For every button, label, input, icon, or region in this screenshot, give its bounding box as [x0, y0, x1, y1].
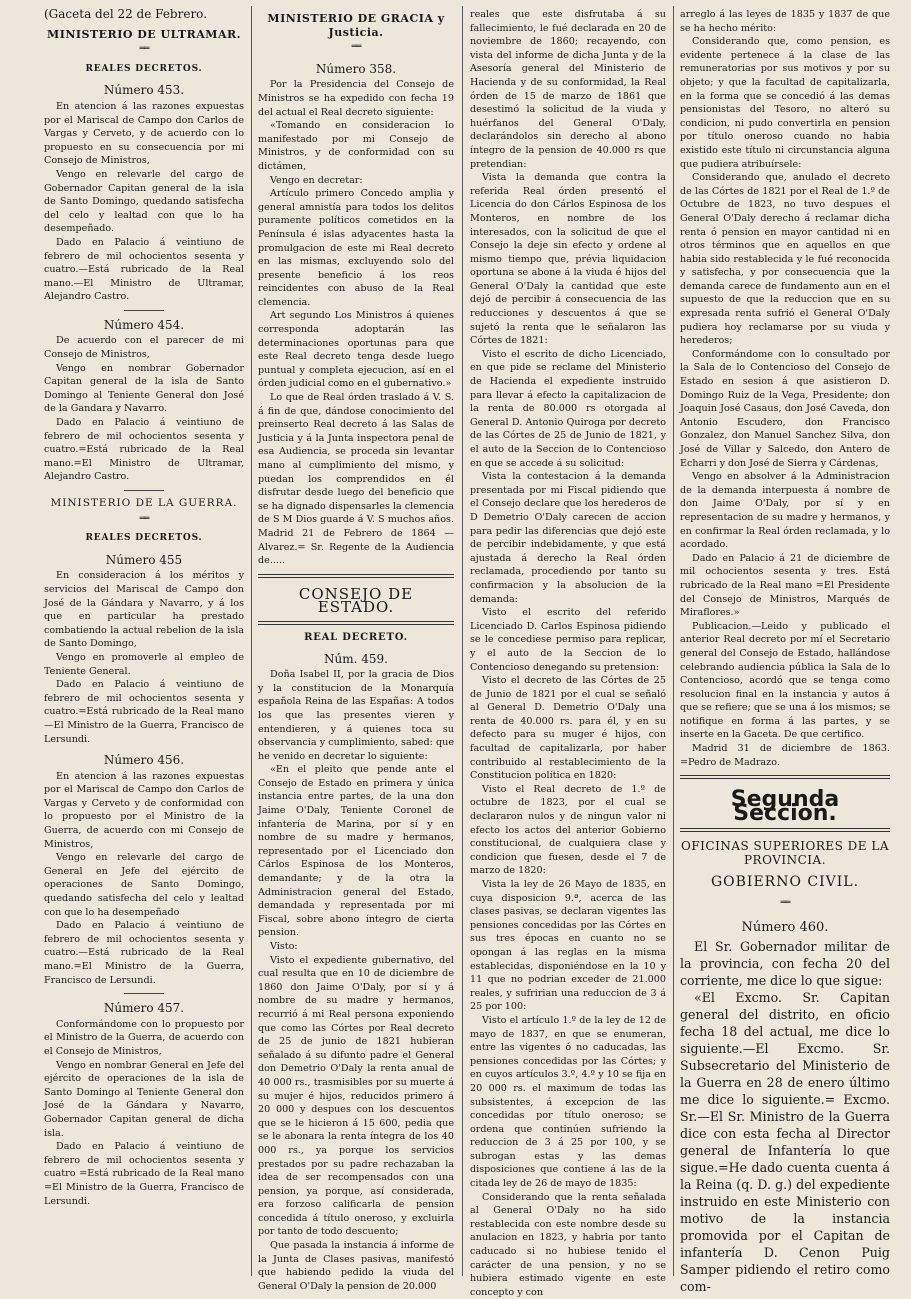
column-2: [258, 8, 454, 1292]
decree-text: «Tomando en consideracion lo manifestado por mi Consejo de Ministros, y de conformidad con su dictámen,: [258, 120, 454, 172]
decree-number: Número 457.: [103, 1001, 185, 1016]
decree-number: Número 456.: [103, 753, 185, 768]
decree-number: Núm. 459.: [324, 651, 388, 666]
decree-text: Visto el Real decreto de 1.º de octubre de 1823, por el cual se declararon nulos y de ningun valor ni efecto los actos del anterior Gobierno constitucional, de cualquiera clase y condicion que fuesen, desde el 7 de marzo de 1820:: [470, 783, 666, 877]
decree-text: Visto el artículo 1.º de la ley de 12 de mayo de 1837, en que se enumeran, entre las vigentes ó no caducadas, las pensiones concedidas por las Córtes; y en cuyos artículos 3.º, 4.º y 10 se fija en 20 000 rs. el maximum de todas las subsistentes, á excepcion de las concedidas por título oneroso; se ordena que continúen sufriendo la reduccion de 3 á 25 por 100, y se subrogan estas y las demas disposiciones que contiene á las de la citada ley de 26 de mayo de 1835:: [470, 1014, 666, 1190]
decree-text: En atencion á las razones expuestas por el Mariscal de Campo don Carlos de Vargas y Cerveto y de conformidad con lo propuesto por el Ministro de la Guerra, de acuerdo con mi Consejo de Ministros,: [44, 770, 244, 850]
decree-text: Art segundo Los Ministros á quienes corresponda adoptarán las determinaciones oportunas para que este Real decreto tenga desde luego puntual y completa ejecucion, así en el órden judicial como en el gubernativo.»: [258, 310, 454, 390]
rule: ══: [139, 513, 149, 524]
decree-text: Considerando que, como pension, es evidente pertenece á la clase de las remuneratorias por sus motivos y por su objeto; y que la facultad de capitalizarla, en la forma que se concedió á las demas pensionistas del Tesoro, no alteró su condicion, ni pudo convertirla en pension por título oneroso cuando no habia existido este título ni circunstancia alguna que pudiera atribuírsele:: [680, 36, 890, 170]
ministry-ultramar-heading: MINISTERIO DE ULTRAMAR.: [47, 27, 241, 41]
decree-text: Vengo en nombrar General en Jefe del ejército de operaciones de la isla de Santo Domingo al Teniente General don José de la Gándara y Navarro, Gobernador Capitan general de dicha isla.: [44, 1059, 244, 1139]
decree-text: Dado en Palacio á veintiuno de febrero de mil ochocientos sesenta y cuatro.—Está rubricado de la Real mano.=El Ministro de la Guerra, Francisco de Lersundi.: [44, 920, 244, 986]
rule: [124, 490, 164, 491]
oficinas-heading: OFICINAS SUPERIORES DE LA PROVINCIA.: [681, 839, 889, 868]
rule: ══: [351, 42, 361, 53]
consejo-heading: CONSEJO DE ESTADO.: [298, 584, 414, 617]
column-3: [470, 8, 666, 1298]
decree-text: Por la Presidencia del Consejo de Ministros se ha expedido con fecha 19 del actual el Real decreto siguiente:: [258, 79, 454, 118]
section-divider: [258, 621, 454, 625]
decree-text: Visto el decreto de las Córtes de 25 de Junio de 1821 por el cual se señaló al General D. Demetrio O'Daly una renta de 40.000 rs. para él, y en su defecto para su muger é hijos, con facultad de capitalizarla, por haber contribuido al restablecimiento de la Constitucion política en 1820:: [470, 675, 666, 782]
column-rule: [462, 6, 463, 1276]
real-decreto-heading: REAL DECRETO.: [304, 631, 408, 643]
column-4: [680, 8, 890, 1294]
decree-text: Artículo primero Concedo amplia y general amnistía para todos los delitos puramente políticos cometidos en la Península é islas adyacentes hasta la promulgacion de este mi Real decreto en las mismas, excluyendo solo del presente beneficio á los reos reincidentes con abuso de la Real clemencia.: [258, 188, 454, 308]
decree-text: Visto el escrito del referido Licenciado D. Carlos Espinosa pidiendo se le concediese permiso para replicar, y el auto de la Seccion de lo Contencioso denegando su pretension:: [470, 607, 666, 673]
decree-text: Dado en Palacio á veintiuno de febrero de mil ochocientos sesenta y cuatro.=Está rubricado de la Real mano.=El Ministro de Ultramar, Alejandro Castro.: [44, 417, 244, 483]
decree-text: Visto el escrito de dicho Licenciado, en que pide se reclame del Ministerio de Hacienda el expediente instruido para llevar á efecto la capitalizacion de la renta de 80.000 rs otorgada al General D. Antonio Quiroga por decreto de las Córtes de 25 de Junio de 1821, y el auto de la Seccion de lo Contencioso en que se accede á su solicitud:: [470, 348, 666, 469]
decree-text: Conformándome con lo consultado por la Sala de lo Contencioso del Consejo de Estado en sesion á que asistieron D. Domingo Ruiz de la Vega, Presidente; don Joaquin José Casaus, don José Caveda, don Antonio Escudero, don Francisco Gonzalez, don Manuel Sanchez Silva, don José de Villar y Salcedo, don Antero de Echarri y don José de Sierra y Cárdenas,: [680, 348, 890, 469]
reales-decretos-heading: REALES DECRETOS.: [85, 533, 203, 544]
column-rule: [673, 6, 674, 1276]
decree-number: Número 453.: [103, 83, 185, 98]
decree-number: Número 454.: [103, 317, 185, 332]
decree-text: Vengo en relevarle del cargo de General en Jefe del ejército de operaciones de Santo Domingo, quedando satisfecha del celo y lealtad con que lo ha desempeñado: [44, 852, 244, 918]
decree-text: Vista la demanda que contra la referida Real órden presentó el Licencia do don Cárlos Espinosa de los Monteros, en nombre de los interesados, con la solicitud de que el Consejo la deje sin efecto y ordene al mismo tiempo que, prévia liquidacion oportuna se abone á la viuda é hijos del General O'Daly la cantidad que este dejó de percibir á consecuencia de las reducciones y descuentos á que se sujetó la renta que le señalaron las Córtes de 1821:: [470, 172, 666, 347]
column-rule: [251, 6, 252, 1276]
decree-text: Que pasada la instancia á informe de la Junta de Clases pasivas, manifestó que habiendo pedido la viuda del General O'Daly la pension de 20.000: [258, 1240, 454, 1292]
gaceta-reference: (Gaceta del 22 de Febrero.: [44, 7, 208, 21]
decree-text: Vengo en relevarle del cargo de Gobernador Capitan general de la isla de Santo Domingo, quedando satisfecha del celo y lealtad con que lo ha desempeñado.: [44, 168, 244, 235]
rule: [124, 310, 164, 311]
decree-text: En consideracion á los méritos y servicios del Mariscal de Campo don José de la Gándara y Navarro, y á los que en particular ha prestado combatiendo la actual rebelion de la isla de Santo Domingo,: [44, 570, 244, 650]
decree-text: De acuerdo con el parecer de mi Consejo de Ministros,: [44, 335, 244, 361]
decree-text: Vengo en nombrar Gobernador Capitan general de la isla de Santo Domingo al Teniente General don José de la Gandara y Navarro.: [44, 362, 244, 415]
decree-text: Considerando que la renta señalada al General O'Daly no ha sido restablecida con este nombre desde su anulacion en 1823, y habria por tanto caducado si no hubiese tenido el carácter de una pension, y no se hubiera estimado vigente en este concepto y con: [470, 1191, 666, 1298]
decree-text: Considerando que, anulado el decreto de las Córtes de 1821 por el Real de 1.º de Octubre de 1823, no tuvo despues el General O'Daly derecho á reclamar dicha renta ó pension en mayor cantidad ni en otros términos que en aquellos en que habia sido restablecida y le fué reconocida y satisfecha, y por consecuencia que la demanda carece de fundamento aun en el supuesto de que la reduccion que en su expresada renta sufrió el General O'Daly pudiera hoy reclamarse por su viuda y herederos;: [680, 172, 890, 347]
decree-text: Dado en Palacio á 21 de diciembre de mil ochocientos sesenta y tres. Está rubricado de la Real mano =El Presidente del Consejo de Ministros, Marqués de Miraflores.»: [680, 552, 890, 619]
decree-text: Vengo en decretar:: [270, 174, 363, 186]
column-1: [44, 8, 244, 1276]
decree-text: Visto:: [270, 941, 298, 952]
decree-text: El Sr. Gobernador militar de la provincia, con fecha 20 del corriente, me dice lo que sigue:: [680, 938, 890, 988]
ministry-gracia-heading: MINISTERIO DE GRACIA y Justicia.: [267, 12, 445, 39]
decree-number: Número 460.: [741, 919, 829, 935]
decree-text: «En el pleito que pende ante el Consejo de Estado en primera y única instancia entre partes, de la una don Jaime O'Daly, Teniente Coronel de infantería de Marina, por sí y en nombre de su madre y hermanos, representado por el Licenciado don Cárlos Espinosa de los Monteros, demandante; y de la otra la Administracion general del Estado, demandada y representada por mi Fiscal, sobre abono íntegro de cierta pension.: [258, 764, 454, 939]
decree-460-block: [680, 919, 890, 1295]
decree-text: Conformándome con lo propuesto por el Ministro de la Guerra, de acuerdo con el Consejo de Ministros,: [44, 1018, 244, 1057]
decree-text: Dado en Palacio á veintiuno de febrero de mil ochocientos sesenta y cuatro =Está rubricado de la Real mano =El Ministro de la Guerra, Francisco de Lersundi.: [44, 1141, 244, 1207]
rule: [124, 993, 164, 994]
section-divider: [680, 775, 890, 779]
decree-text: Vista la ley de 26 Mayo de 1835, en cuya disposicion 9.ª, acerca de las clases pasivas, se declaran vigentes las pensiones concedidas por las Córtes en sus tres épocas en cuanto no se opongan á las reglas en la misma establecidas, disponiéndose en la 10 y 11 que no podrian exceder de 21.000 reales, y sufririan una reduccion de 3 á 25 por 100:: [470, 879, 666, 1013]
decree-text: Doña Isabel II, por la gracia de Dios y la constitucion de la Monarquía española Reina de las Españas: A todos los que las presentes vieren y entendieren, y á quienes toca su observancia y cumplimiento, sabed: que he venido en decretar lo siguiente:: [258, 669, 454, 762]
decree-text: arreglo á las leyes de 1835 y 1837 de que se ha hecho mérito:: [680, 9, 890, 34]
decree-text: Dado en Palacio á veintiuno de febrero de mil ochocientos sesenta y cuatro.—Está rubricado de la Real mano.—El Ministro de Ultramar, Alejandro Castro.: [44, 236, 244, 303]
section-divider: [680, 828, 890, 832]
decree-number: Número 358.: [315, 61, 397, 76]
decree-text: «El Excmo. Sr. Capitan general del distrito, en oficio fecha 18 del actual, me dice lo siguiente.—El Excmo. Sr. Subsecretario del Ministerio de la Guerra en 28 de enero último me dice lo siguiente.= Excmo. Sr.—El Sr. Ministro de la Guerra dice con esta fecha al Director general de Infantería lo que sigue.=He dado cuenta cuenta á la Reina (q. D. g.) del expediente instruido en este Ministerio con motivo de la instancia promovida por el Capitan de infantería D. Cenon Puig Samper pidiendo el retiro como com-: [680, 989, 890, 1294]
decree-text: Vengo en absolver á la Administracion de la demanda interpuesta á nombre de don Jaime O'Daly, por sí y en representacion de su madre y hermanos, y en confirmar la Real órden reclamada, y lo acordado.: [680, 471, 890, 551]
decree-text: Dado en Palacio á veintiuno de febrero de mil ochocientos sesenta y cuatro.=Está rubricado de la Real mano —El Ministro de la Guerra, Francisco de Lersundi.: [44, 679, 244, 745]
decree-text: En atencion á las razones expuestas por el Mariscal de Campo don Carlos de Vargas y Cerveto, y de acuerdo con lo propuesto en su consecuencia por mi Consejo de Ministros,: [44, 100, 244, 167]
decree-text: Publicacion.—Leido y publicado el anterior Real decreto por mí el Secretario general del Consejo de Estado, hallándose celebrando audiencia pública la Sala de lo Contencioso, acordó que se tenga como resolucion final en la instancia y autos á que se refiere; que se una á los mismos; se notifique en forma á las partes, y se inserte en la Gaceta. De que certifico.: [680, 620, 890, 741]
decree-text: Vengo en promoverle al empleo de Teniente General.: [44, 651, 244, 677]
section-divider: [258, 574, 454, 578]
decree-text: Visto el expediente gubernativo, del cual resulta que en 10 de diciembre de 1860 don Jaime O'Daly, por sí y á nombre de su madre y hermanos, recurrió á mi Real persona exponiendo que como las Córtes por Real decreto de 25 de junio de 1821 hubieran señalado á su difunto padre el General don Demetrio O'Daly la renta anual de 40 000 rs., trasmisibles por su muerte á su mujer é hijos, reducidos primero á 20 000 y despues con los descuentos que se le hicieron á 15 600, pedia que se le abonara la renta íntegra de los 40 000 rs., ya porque los servicios prestados por su padre rechazaban la idea de ser recompensados con una pension, ya porque, así considerada, era forzoso calificarla de pension concedida á título oneroso, y excluirla por tanto de todo descuento;: [258, 954, 454, 1238]
rule: ══: [780, 898, 790, 909]
decree-number: Número 455: [105, 552, 183, 567]
ministry-guerra-heading: MINISTERIO DE LA GUERRA.: [50, 497, 238, 509]
gobierno-civil-heading: GOBIERNO CIVIL.: [710, 873, 860, 890]
decree-text: reales que este disfrutaba á su fallecimiento, le fué declarada en 20 de noviembre de 1860; recayendo, con vista del informe de dicha Junta y de la Asesoría general del Ministerio de Hacienda y de su conformidad, la Real órden de 15 de marzo de 1861 que desestimó la solicitud de la viuda y huérfanos del General O'Daly, declarándolos sin derecho al abono íntegro de la pension de 40.000 rs que pretendian:: [470, 9, 666, 170]
segunda-seccion-heading: Segunda Seccion.: [730, 787, 840, 826]
rule: ══: [139, 44, 149, 55]
decree-text: Lo que de Real órden traslado á V. S. á fin de que, dándose conocimiento del preinserto Real decreto á las Salas de Justicia y á la Junta inspectora penal de esa Audiencia, se proceda sin levantar mano al cumplimiento del mismo, y puedan los comprendidos en él disfrutar desde luego del beneficio que se ha dignado dispensarles la clemencia de S M Dios guarde á V. S muchos años. Madrid 21 de Febrero de 1864 —Alvarez.= Sr. Regente de la Audiencia de.....: [258, 392, 454, 567]
decree-text: Madrid 31 de diciembre de 1863. =Pedro de Madrazo.: [680, 743, 890, 768]
reales-decretos-heading: REALES DECRETOS.: [85, 63, 203, 74]
decree-text: Vista la contestacion á la demanda presentada por mi Fiscal pidiendo que el Consejo declare que los herederos de D Demetrio O'Daly carecen de accion para pedir las diferencias que dejó este de percibir indebidamente, y que está ajustada á derecho la Real órden reclamada, procediendo por tanto su confirmacion y la absolucion de la demanda:: [470, 471, 666, 605]
